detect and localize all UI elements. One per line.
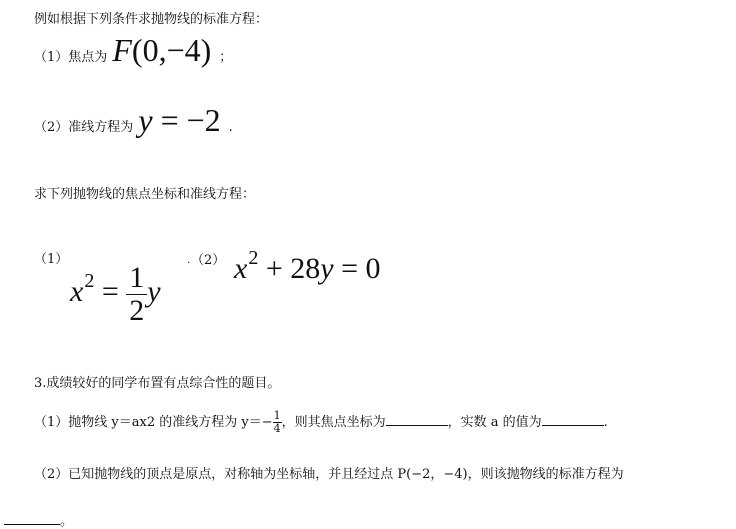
problem-1-label: （1） [34,252,69,267]
exponent: 2 [248,247,259,269]
paren-open: ( [131,32,143,68]
section-3-question-1-mid: ，则其焦点坐标为 [281,415,386,431]
section-3-question-1-prefix: （1）抛物线 y＝ax2 的准线方程为 y＝− [34,415,273,431]
fraction-denominator: 4 [273,422,281,436]
problem-2-label: （2） [191,253,226,268]
a-value-answer-blank[interactable] [542,424,604,426]
fraction-numerator: 1 [126,262,147,295]
section-3-question-2: （2）已知抛物线的顶点是原点，对称轴为坐标轴，并且经过点 P(−2，−4)，则该抛物线的标准方程为 [34,467,624,482]
fraction-one-half [126,262,147,326]
question-1-formula [112,32,219,68]
plus-term: + 28 [258,252,321,285]
intro-text: 例如根据下列条件求抛物线的标准方程： [34,12,269,27]
section-3-question-1 [34,410,608,435]
question-1 [34,32,232,69]
question-1-label: （1）焦点为 [34,50,108,65]
fraction-numerator: 1 [273,409,281,422]
fraction-denominator: 2 [129,293,145,327]
y-variable: y [138,102,153,138]
x-variable: x [70,274,84,308]
exponent: 2 [84,269,95,292]
question-2-end: . [228,120,233,135]
equals-zero: = 0 [333,252,381,285]
question-2-formula [138,102,228,138]
section-3-question-2-end: 。 [60,514,74,529]
problem-1-formula [70,262,161,326]
focus-symbol: F [112,32,132,68]
problem-1-end: . [187,255,191,266]
section-3-question-2-continuation [4,510,73,529]
focus-answer-blank[interactable] [386,424,448,426]
equals-sign: = [94,274,127,308]
paren-close: ) [200,32,212,68]
x-variable: x [234,252,248,285]
section-3-question-1-end: . [603,415,608,431]
section-3-title: 3.成绩较好的同学布置有点综合性的题目。 [34,376,281,391]
question-1-end: ； [219,50,233,65]
y-variable: y [320,252,334,285]
y-variable: y [147,274,161,308]
problem-2-formula [234,247,381,286]
equation-answer-blank[interactable] [4,523,60,525]
section-3-question-1-mid2: ，实数 a 的值为 [447,415,542,431]
question-2-label: （2）准线方程为 [34,120,134,135]
focus-coords: 0,−4 [142,32,201,68]
task-2-text: 求下列抛物线的焦点坐标和准线方程： [34,187,256,202]
question-2-equation: = −2 [152,102,221,138]
fraction-one-quarter [273,410,282,435]
question-2 [34,102,233,139]
